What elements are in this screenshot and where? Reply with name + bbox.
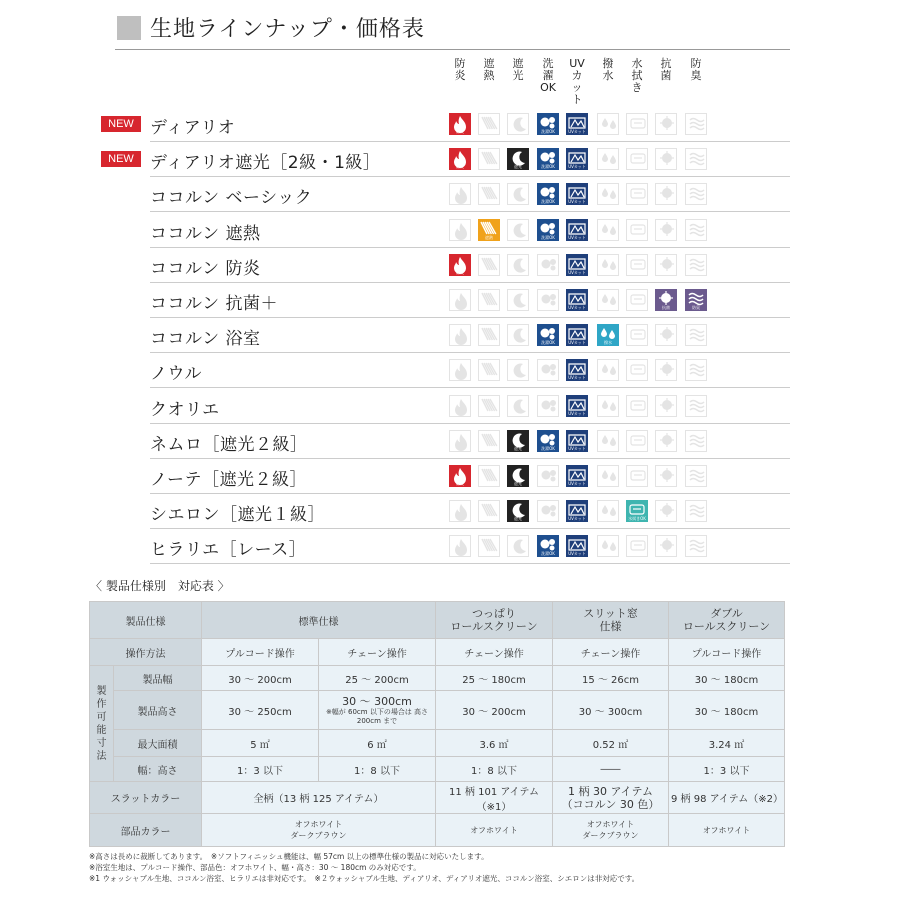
washing-icon bbox=[537, 219, 559, 241]
blackout-icon bbox=[507, 254, 529, 276]
fabric-name: ココルン 防炎 bbox=[150, 258, 261, 279]
antibacterial-icon bbox=[655, 183, 677, 205]
washing-icon bbox=[537, 113, 559, 135]
icon-caption: 洗濯OK bbox=[541, 551, 555, 557]
deodorant-icon bbox=[685, 219, 707, 241]
flame-icon bbox=[449, 183, 471, 205]
antibacterial-icon bbox=[655, 219, 677, 241]
feature-header-char: 洗 bbox=[542, 57, 554, 70]
deodorant-icon bbox=[685, 183, 707, 205]
sun-rays-icon bbox=[478, 500, 500, 522]
feature-header-char: 防 bbox=[454, 57, 466, 70]
footnote: ※浴室生地は、プルコード操作、部品色：オフホワイト、幅・高さ：30 ～ 180cm のみ対応です。 bbox=[89, 863, 421, 872]
operation-label: 操作方法 bbox=[90, 639, 202, 666]
parts-tension: オフホワイト bbox=[436, 814, 553, 847]
wipe-icon bbox=[626, 219, 648, 241]
blackout-icon bbox=[507, 324, 529, 346]
flame-icon bbox=[449, 219, 471, 241]
spec-header-row bbox=[90, 602, 785, 639]
blackout-icon bbox=[507, 535, 529, 557]
wipe-icon bbox=[626, 183, 648, 205]
water-drops-icon bbox=[597, 430, 619, 452]
blackout-icon bbox=[507, 430, 529, 452]
feature-header-washable bbox=[534, 58, 562, 94]
blackout-icon bbox=[507, 183, 529, 205]
blackout-icon bbox=[507, 113, 529, 135]
icon-caption: 洗濯OK bbox=[541, 164, 555, 170]
feature-header-char: OK bbox=[540, 81, 556, 94]
flame-icon bbox=[449, 324, 471, 346]
height-row bbox=[90, 691, 785, 730]
antibacterial-icon bbox=[655, 359, 677, 381]
width-row bbox=[90, 666, 785, 691]
washing-icon bbox=[537, 148, 559, 170]
uv-cut-icon bbox=[566, 465, 588, 487]
area-value: 3.6 ㎡ bbox=[436, 730, 553, 757]
sun-rays-icon bbox=[478, 113, 500, 135]
feature-header-heat bbox=[475, 58, 503, 82]
wipe-icon bbox=[626, 113, 648, 135]
new-badge: NEW bbox=[101, 116, 141, 132]
sun-rays-icon bbox=[478, 465, 500, 487]
icon-caption: 遮光 bbox=[514, 164, 522, 170]
washing-icon bbox=[537, 254, 559, 276]
uv-cut-icon bbox=[566, 430, 588, 452]
fabric-name: ネムロ［遮光２級］ bbox=[150, 434, 308, 455]
sun-rays-icon bbox=[478, 148, 500, 170]
fabric-name: ココルン ベーシック bbox=[150, 188, 313, 209]
wipe-icon bbox=[626, 395, 648, 417]
sun-rays-icon bbox=[478, 535, 500, 557]
feature-header-char: UV bbox=[569, 57, 585, 70]
width-value: 15 ～ 26cm bbox=[553, 666, 669, 691]
icon-caption: UVカット bbox=[568, 199, 586, 205]
fabric-name: ディアリオ遮光［2級・1級］ bbox=[150, 153, 381, 174]
uv-cut-icon bbox=[566, 254, 588, 276]
parts-row bbox=[90, 814, 785, 847]
blackout-icon bbox=[507, 289, 529, 311]
washing-icon bbox=[537, 500, 559, 522]
operation-row bbox=[90, 639, 785, 666]
feature-header-char: 光 bbox=[512, 69, 524, 82]
icon-caption: UVカット bbox=[568, 269, 586, 275]
icon-caption: UVカット bbox=[568, 410, 586, 416]
blackout-icon bbox=[507, 359, 529, 381]
feature-header-antibac bbox=[652, 58, 680, 82]
blackout-icon bbox=[507, 219, 529, 241]
flame-icon bbox=[449, 535, 471, 557]
icon-caption: 防炎 bbox=[456, 269, 464, 275]
footnote: ※1 ウォッシャブル生地、ココルン浴室、ヒラリエは非対応です。 ※２ウォッシャブル生地、ディアリオ、ディアリオ遮光、ココルン浴室、シエロンは非対応です。 bbox=[89, 874, 640, 883]
width-value: 30 ～ 180cm bbox=[669, 666, 785, 691]
icon-caption: 遮熱 bbox=[485, 234, 493, 240]
washing-icon bbox=[537, 359, 559, 381]
antibacterial-icon bbox=[655, 289, 677, 311]
icon-caption: 防臭 bbox=[692, 305, 700, 310]
uv-cut-icon bbox=[566, 324, 588, 346]
flame-icon bbox=[449, 500, 471, 522]
fabric-row bbox=[0, 389, 790, 424]
icon-caption: 洗濯OK bbox=[541, 340, 555, 346]
icon-caption: 遮光 bbox=[514, 445, 522, 451]
width-value: 25 ～ 200cm bbox=[319, 666, 436, 691]
water-drops-icon bbox=[597, 535, 619, 557]
deodorant-icon bbox=[685, 254, 707, 276]
fabric-name: ココルン 遮熱 bbox=[150, 223, 261, 244]
icon-caption: UVカット bbox=[568, 305, 586, 310]
feature-header-char: 菌 bbox=[660, 69, 672, 82]
area-value: 6 ㎡ bbox=[319, 730, 436, 757]
width-value: 30 ～ 200cm bbox=[202, 666, 319, 691]
feature-header-char: 拭 bbox=[631, 69, 643, 82]
uv-cut-icon bbox=[566, 289, 588, 311]
slat-double: 9 柄 98 アイテム（※2） bbox=[669, 782, 785, 814]
height-value: 30 ～ 300cm bbox=[553, 691, 669, 730]
icon-caption: UVカット bbox=[568, 164, 586, 170]
feature-header-wipe bbox=[623, 58, 651, 94]
feature-header-char: 遮 bbox=[512, 57, 524, 70]
antibacterial-icon bbox=[655, 324, 677, 346]
ratio-row bbox=[90, 757, 785, 782]
icon-caption: 水拭きOK bbox=[628, 516, 646, 522]
fabric-name: ココルン 浴室 bbox=[150, 329, 261, 350]
deodorant-icon bbox=[685, 535, 707, 557]
ratio-label: 幅：高さ bbox=[114, 757, 202, 782]
height-value: 30 ～ 200cm bbox=[436, 691, 553, 730]
blackout-icon bbox=[507, 148, 529, 170]
slit-header: スリット窓 仕様 bbox=[553, 602, 669, 639]
slat-row bbox=[90, 782, 785, 814]
feature-header-char: ト bbox=[571, 93, 583, 106]
flame-icon bbox=[449, 465, 471, 487]
fabric-row bbox=[0, 142, 790, 177]
water-drops-icon bbox=[597, 359, 619, 381]
deodorant-icon bbox=[685, 148, 707, 170]
operation-value: チェーン操作 bbox=[319, 639, 436, 666]
ratio-value: 1：3 以下 bbox=[202, 757, 319, 782]
uv-cut-icon bbox=[566, 148, 588, 170]
wipe-icon bbox=[626, 254, 648, 276]
flame-icon bbox=[449, 289, 471, 311]
wipe-icon bbox=[626, 289, 648, 311]
height-value: 30 ～ 180cm bbox=[669, 691, 785, 730]
area-value: 0.52 ㎡ bbox=[553, 730, 669, 757]
spec-heading: 〈 製品仕様別 対応表 〉 bbox=[90, 579, 230, 593]
blackout-icon bbox=[507, 500, 529, 522]
antibacterial-icon bbox=[655, 535, 677, 557]
feature-header-char: 濯 bbox=[542, 69, 554, 82]
wipe-icon bbox=[626, 324, 648, 346]
feature-header-flame bbox=[446, 58, 474, 82]
footnote: ※高さは長めに裁断してあります。 ※ソフトフィニッシュ機能は、幅 57cm 以上の標準仕様の製品に対応いたします。 bbox=[89, 852, 489, 861]
uv-cut-icon bbox=[566, 500, 588, 522]
area-value: 5 ㎡ bbox=[202, 730, 319, 757]
feature-header-uvcut bbox=[563, 58, 591, 106]
icon-caption: 防炎 bbox=[456, 129, 464, 134]
uv-cut-icon bbox=[566, 219, 588, 241]
deodorant-icon bbox=[685, 465, 707, 487]
feature-header-char: 水 bbox=[602, 69, 614, 82]
operation-value: チェーン操作 bbox=[436, 639, 553, 666]
icon-caption: UVカット bbox=[568, 445, 586, 451]
slat-tension: 11 柄 101 アイテム（※1） bbox=[436, 782, 553, 814]
icon-caption: 洗濯OK bbox=[541, 129, 555, 134]
height-label: 製品高さ bbox=[114, 691, 202, 730]
deodorant-icon bbox=[685, 500, 707, 522]
fabric-name: ディアリオ bbox=[150, 118, 236, 138]
wipe-icon bbox=[626, 500, 648, 522]
icon-caption: UVカット bbox=[568, 481, 586, 486]
fabric-row bbox=[0, 107, 790, 142]
flame-icon bbox=[449, 395, 471, 417]
uv-cut-icon bbox=[566, 535, 588, 557]
fabric-row bbox=[0, 494, 790, 529]
uv-cut-icon bbox=[566, 359, 588, 381]
height-value: 30 ～ 250cm bbox=[202, 691, 319, 730]
double-header: ダブル ロールスクリーン bbox=[669, 602, 785, 639]
water-drops-icon bbox=[597, 219, 619, 241]
standard-header: 標準仕様 bbox=[202, 602, 436, 639]
ratio-value: 1：8 以下 bbox=[436, 757, 553, 782]
washing-icon bbox=[537, 183, 559, 205]
operation-value: プルコード操作 bbox=[202, 639, 319, 666]
sun-rays-icon bbox=[478, 395, 500, 417]
wipe-icon bbox=[626, 148, 648, 170]
spec-table bbox=[89, 601, 785, 847]
wipe-icon bbox=[626, 535, 648, 557]
feature-header-char: 炎 bbox=[454, 69, 466, 82]
title-marker bbox=[117, 16, 141, 40]
ratio-value: 1：8 以下 bbox=[319, 757, 436, 782]
icon-caption: 洗濯OK bbox=[541, 445, 555, 451]
blackout-icon bbox=[507, 395, 529, 417]
feature-header-deodor bbox=[682, 58, 710, 82]
flame-icon bbox=[449, 113, 471, 135]
flame-icon bbox=[449, 254, 471, 276]
antibacterial-icon bbox=[655, 465, 677, 487]
slat-label: スラットカラー bbox=[90, 782, 202, 814]
parts-slit: オフホワイト ダークブラウン bbox=[553, 814, 669, 847]
parts-standard: オフホワイト ダークブラウン bbox=[202, 814, 436, 847]
icon-caption: 洗濯OK bbox=[541, 199, 555, 205]
uv-cut-icon bbox=[566, 395, 588, 417]
area-value: 3.24 ㎡ bbox=[669, 730, 785, 757]
antibacterial-icon bbox=[655, 254, 677, 276]
deodorant-icon bbox=[685, 324, 707, 346]
fabric-name: ノーテ［遮光２級］ bbox=[150, 470, 307, 490]
feature-header-char: き bbox=[631, 81, 643, 94]
fabric-row bbox=[0, 353, 790, 388]
footnotes bbox=[89, 851, 639, 884]
deodorant-icon bbox=[685, 113, 707, 135]
operation-value: プルコード操作 bbox=[669, 639, 785, 666]
water-drops-icon bbox=[597, 183, 619, 205]
area-row bbox=[90, 730, 785, 757]
icon-caption: UVカット bbox=[568, 340, 586, 346]
wipe-icon bbox=[626, 430, 648, 452]
sun-rays-icon bbox=[478, 219, 500, 241]
washing-icon bbox=[537, 465, 559, 487]
washing-icon bbox=[537, 430, 559, 452]
sun-rays-icon bbox=[478, 324, 500, 346]
icon-caption: 防炎 bbox=[456, 164, 464, 170]
feature-header-char: 熱 bbox=[483, 69, 495, 82]
height-value-chain: 30 ～ 300cm ※幅が 60cm 以下の場合は 高さ 200cm まで bbox=[319, 691, 436, 730]
feature-header-char: カ bbox=[571, 69, 583, 82]
washing-icon bbox=[537, 535, 559, 557]
icon-caption: UVカット bbox=[568, 551, 586, 557]
antibacterial-icon bbox=[655, 500, 677, 522]
fabric-name: ノウル bbox=[150, 364, 202, 385]
flame-icon bbox=[449, 359, 471, 381]
uv-cut-icon bbox=[566, 113, 588, 135]
feature-header-char: 抗 bbox=[660, 57, 672, 70]
ratio-value: 1：3 以下 bbox=[669, 757, 785, 782]
fabric-name: ココルン 抗菌＋ bbox=[150, 294, 278, 314]
feature-header-char: 撥 bbox=[602, 57, 614, 70]
antibacterial-icon bbox=[655, 430, 677, 452]
sun-rays-icon bbox=[478, 289, 500, 311]
antibacterial-icon bbox=[655, 113, 677, 135]
deodorant-icon bbox=[685, 289, 707, 311]
feature-header-char: 水 bbox=[631, 57, 643, 70]
icon-caption: 遮光 bbox=[514, 481, 522, 486]
feature-header-blackout bbox=[504, 58, 532, 82]
new-badge: NEW bbox=[101, 151, 141, 167]
title-divider bbox=[115, 49, 790, 50]
fabric-name: ヒラリエ［レース］ bbox=[150, 540, 307, 561]
fabric-row bbox=[0, 424, 790, 459]
tension-header: つっぱり ロールスクリーン bbox=[436, 602, 553, 639]
icon-caption: 遮光 bbox=[514, 516, 522, 522]
washing-icon bbox=[537, 324, 559, 346]
spec-label-header: 製品仕様 bbox=[90, 602, 202, 639]
fabric-row bbox=[0, 529, 790, 564]
water-drops-icon bbox=[597, 148, 619, 170]
flame-icon bbox=[449, 430, 471, 452]
feature-header-char: ッ bbox=[571, 81, 583, 94]
width-label: 製品幅 bbox=[114, 666, 202, 691]
sun-rays-icon bbox=[478, 430, 500, 452]
washing-icon bbox=[537, 395, 559, 417]
parts-label: 部品カラー bbox=[90, 814, 202, 847]
icon-caption: 洗濯OK bbox=[541, 234, 555, 240]
antibacterial-icon bbox=[655, 395, 677, 417]
parts-double: オフホワイト bbox=[669, 814, 785, 847]
deodorant-icon bbox=[685, 430, 707, 452]
sun-rays-icon bbox=[478, 183, 500, 205]
sun-rays-icon bbox=[478, 254, 500, 276]
icon-caption: UVカット bbox=[568, 234, 586, 240]
water-drops-icon bbox=[597, 324, 619, 346]
water-drops-icon bbox=[597, 289, 619, 311]
ratio-value: ―― bbox=[553, 757, 669, 782]
deodorant-icon bbox=[685, 395, 707, 417]
width-value: 25 ～ 180cm bbox=[436, 666, 553, 691]
feature-header-char: 防 bbox=[690, 57, 702, 70]
blackout-icon bbox=[507, 465, 529, 487]
sun-rays-icon bbox=[478, 359, 500, 381]
icon-caption: 抗菌 bbox=[662, 305, 670, 310]
fabric-row bbox=[0, 459, 790, 494]
fabric-row bbox=[0, 248, 790, 283]
water-drops-icon bbox=[597, 113, 619, 135]
fabric-row bbox=[0, 213, 790, 248]
fabric-row bbox=[0, 283, 790, 318]
size-group-label: 製作可能寸法 bbox=[90, 666, 114, 782]
fabric-name: シエロン［遮光１級］ bbox=[150, 505, 325, 526]
icon-caption: 防炎 bbox=[456, 481, 464, 486]
wipe-icon bbox=[626, 359, 648, 381]
water-drops-icon bbox=[597, 395, 619, 417]
icon-caption: 撥水 bbox=[604, 340, 612, 346]
area-label: 最大面積 bbox=[114, 730, 202, 757]
icon-caption: UVカット bbox=[568, 129, 586, 134]
feature-header-char: 遮 bbox=[483, 57, 495, 70]
icon-caption: UVカット bbox=[568, 516, 586, 522]
water-drops-icon bbox=[597, 465, 619, 487]
fabric-name: クオリエ bbox=[150, 399, 220, 420]
operation-value: チェーン操作 bbox=[553, 639, 669, 666]
wipe-icon bbox=[626, 465, 648, 487]
feature-header-char: 臭 bbox=[690, 69, 702, 82]
fabric-row bbox=[0, 177, 790, 212]
row-divider bbox=[150, 563, 790, 564]
deodorant-icon bbox=[685, 359, 707, 381]
washing-icon bbox=[537, 289, 559, 311]
uv-cut-icon bbox=[566, 183, 588, 205]
page-title: 生地ラインナップ・価格表 bbox=[150, 17, 425, 42]
icon-caption: UVカット bbox=[568, 375, 586, 381]
feature-header-water bbox=[594, 58, 622, 82]
water-drops-icon bbox=[597, 254, 619, 276]
flame-icon bbox=[449, 148, 471, 170]
slat-slit: 1 柄 30 アイテム （ココルン 30 色） bbox=[553, 782, 669, 814]
slat-standard: 全柄（13 柄 125 アイテム） bbox=[202, 782, 436, 814]
fabric-row bbox=[0, 318, 790, 353]
antibacterial-icon bbox=[655, 148, 677, 170]
water-drops-icon bbox=[597, 500, 619, 522]
